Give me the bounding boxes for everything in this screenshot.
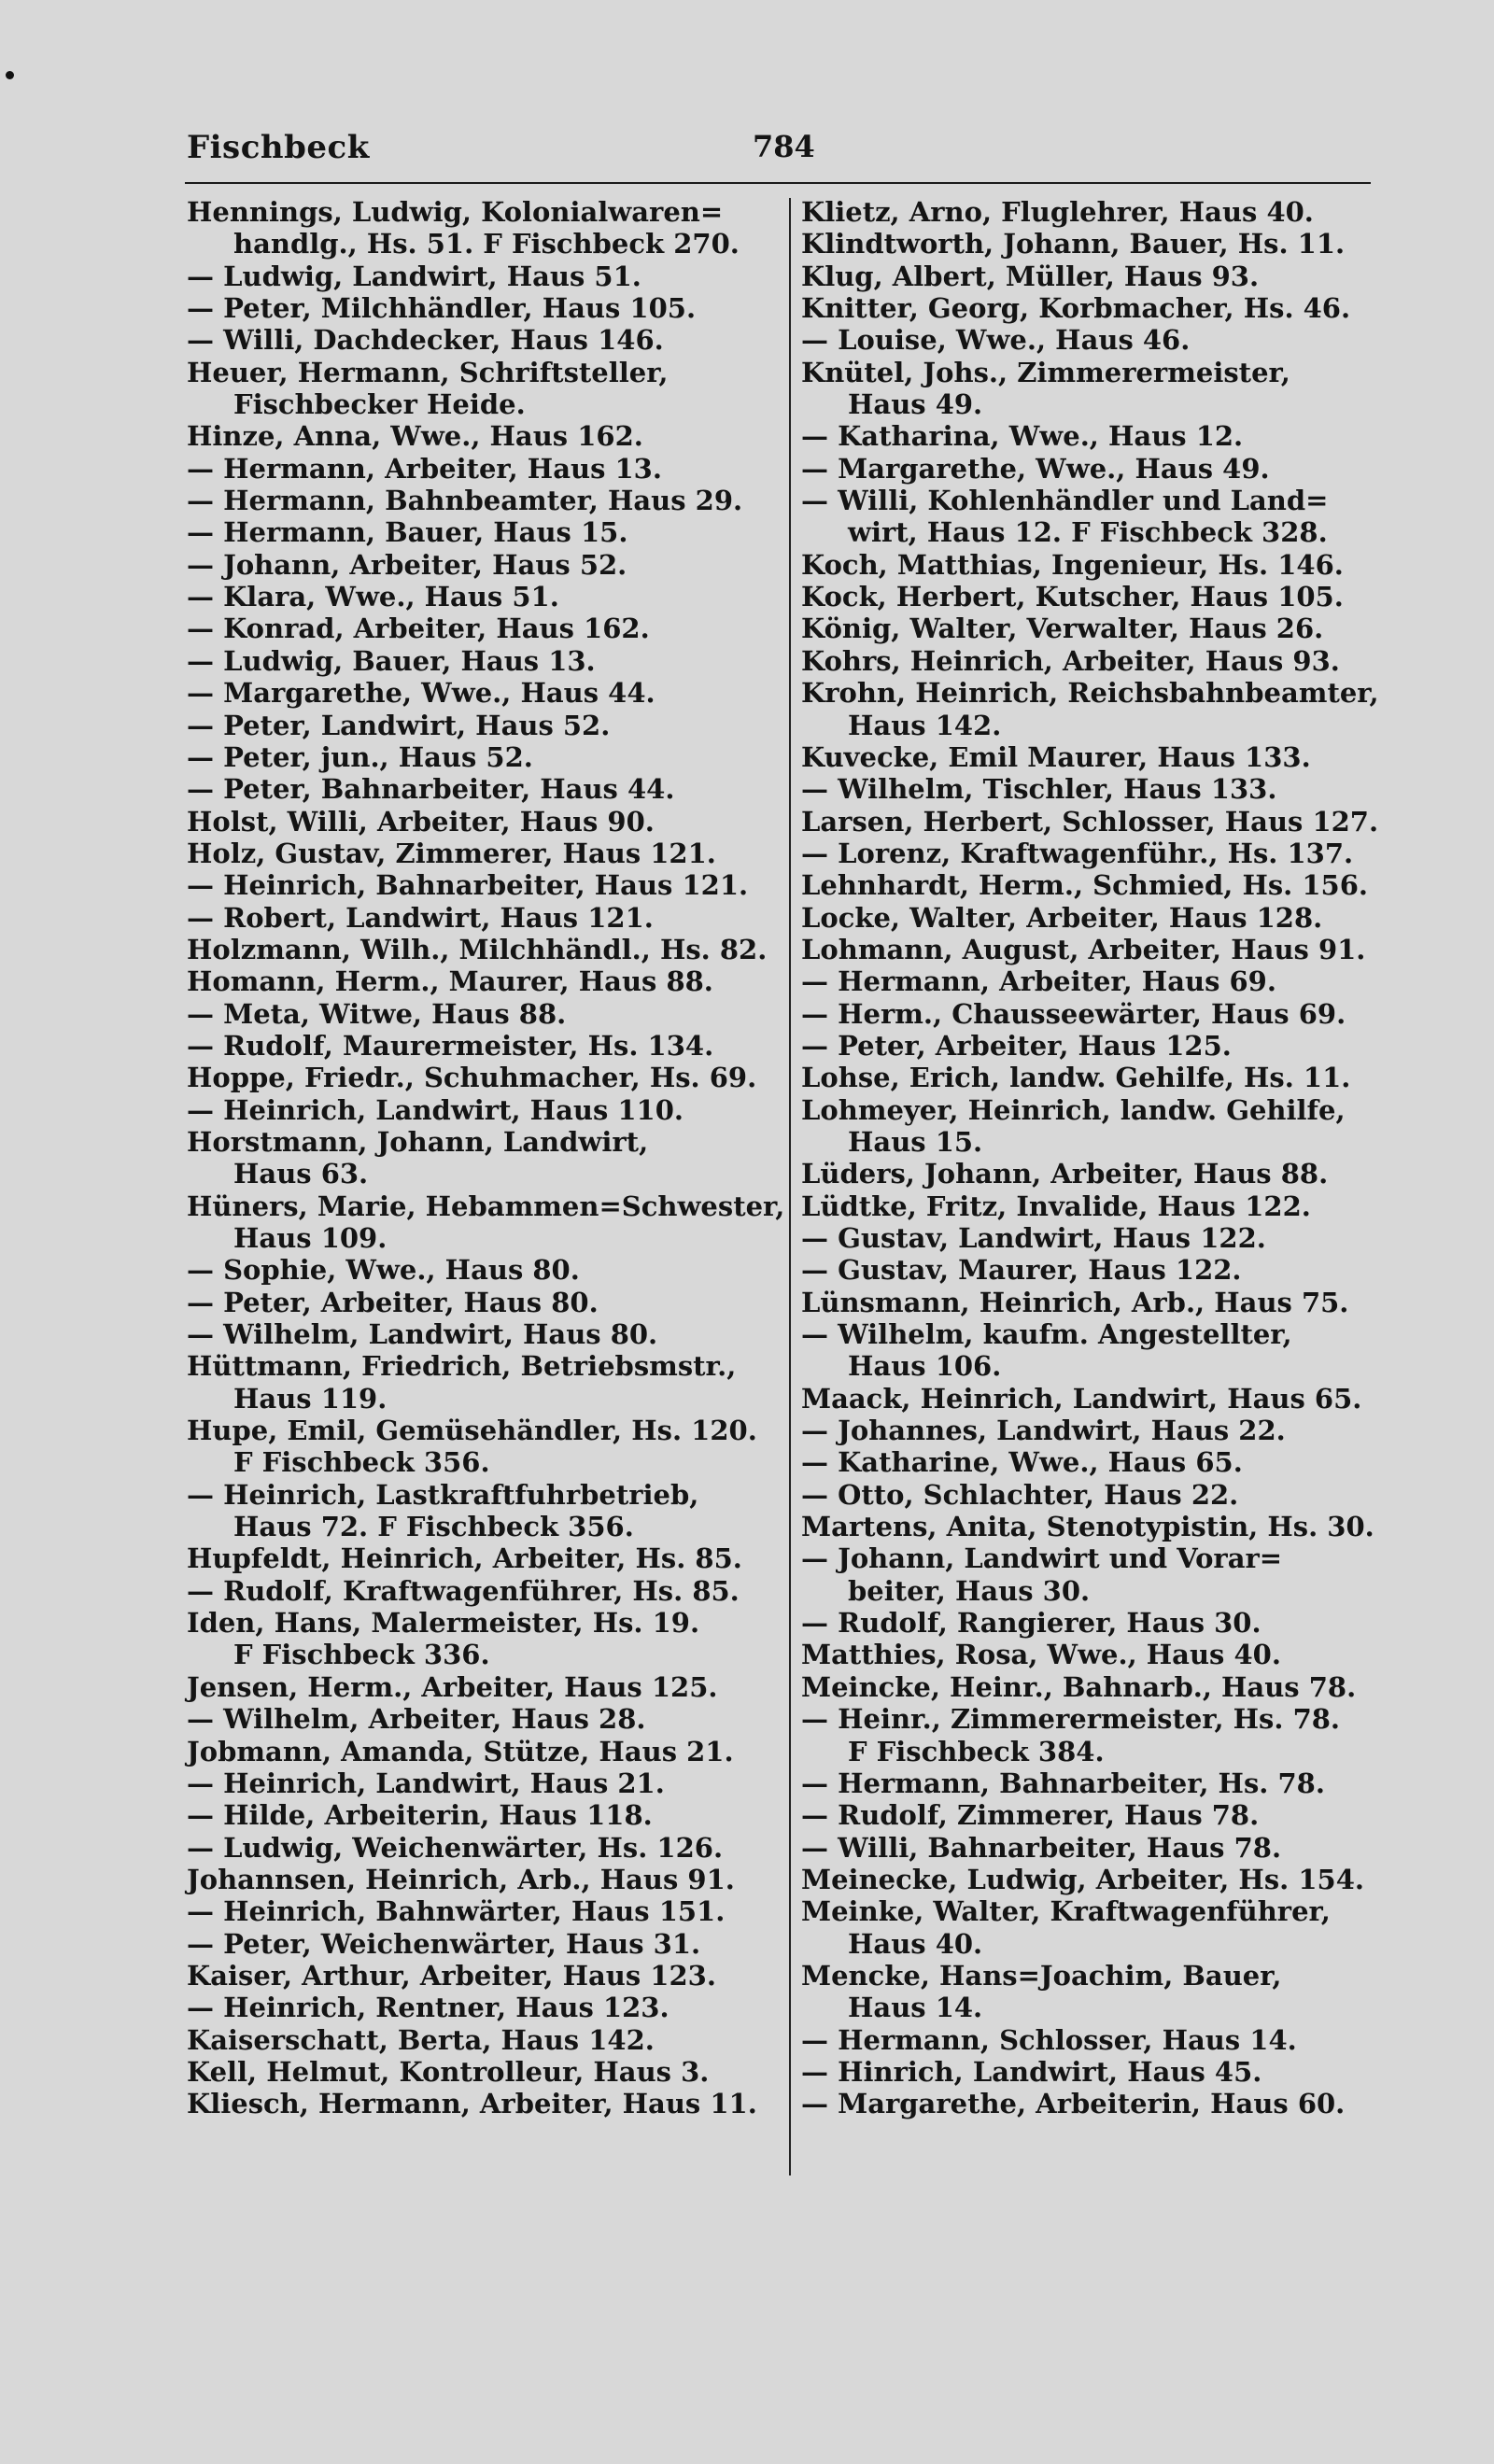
directory-entry-line: F Fischbeck 356. — [233, 1446, 490, 1479]
directory-entry-line: — Hermann, Schlosser, Haus 14. — [801, 2023, 1297, 2056]
directory-entry-line: — Katharine, Wwe., Haus 65. — [801, 1446, 1243, 1479]
directory-entry-line: Hupfeldt, Heinrich, Arbeiter, Hs. 85. — [187, 1542, 742, 1575]
directory-entry-line: — Wilhelm, Arbeiter, Haus 28. — [187, 1703, 646, 1736]
directory-entry-line: Krohn, Heinrich, Reichsbahnbeamter, — [801, 677, 1379, 710]
directory-entry-line: — Hinrich, Landwirt, Haus 45. — [801, 2055, 1262, 2088]
directory-entry-line: Koch, Matthias, Ingenieur, Hs. 146. — [801, 548, 1344, 581]
directory-entry-line: — Hermann, Bauer, Haus 15. — [187, 516, 628, 549]
directory-entry-line: Kock, Herbert, Kutscher, Haus 105. — [801, 581, 1344, 613]
directory-entry-line: — Rudolf, Kraftwagenführer, Hs. 85. — [187, 1574, 740, 1607]
directory-entry-line: wirt, Haus 12. F Fischbeck 328. — [848, 516, 1328, 549]
directory-entry-line: — Robert, Landwirt, Haus 121. — [187, 901, 654, 934]
directory-entry-line: Hoppe, Friedr., Schuhmacher, Hs. 69. — [187, 1062, 757, 1094]
directory-entry-line: — Katharina, Wwe., Haus 12. — [801, 420, 1244, 453]
directory-entry-line: Hinze, Anna, Wwe., Haus 162. — [187, 420, 643, 453]
directory-entry-line: — Wilhelm, Tischler, Haus 133. — [801, 773, 1277, 806]
directory-entry-line: Haus 109. — [233, 1222, 388, 1254]
directory-entry-line: — Hilde, Arbeiterin, Haus 118. — [187, 1799, 653, 1832]
directory-entry-line: König, Walter, Verwalter, Haus 26. — [801, 612, 1324, 645]
directory-entry-line: Meinke, Walter, Kraftwagenführer, — [801, 1895, 1331, 1928]
directory-entry-line: — Heinr., Zimmerermeister, Hs. 78. — [801, 1703, 1341, 1736]
directory-entry-line: — Willi, Kohlenhändler und Land= — [801, 485, 1329, 517]
directory-entry-line: Meinecke, Ludwig, Arbeiter, Hs. 154. — [801, 1863, 1364, 1895]
directory-entry-line: Johannsen, Heinrich, Arb., Haus 91. — [187, 1863, 735, 1895]
directory-entry-line: Lüdtke, Fritz, Invalide, Haus 122. — [801, 1190, 1311, 1222]
directory-entry-line: Haus 72. F Fischbeck 356. — [233, 1511, 634, 1543]
directory-entry-line: Klindtworth, Johann, Bauer, Hs. 11. — [801, 228, 1346, 260]
directory-entry-line: Kell, Helmut, Kontrolleur, Haus 3. — [187, 2055, 710, 2088]
directory-entry-line: Haus 63. — [233, 1158, 369, 1190]
directory-entry-line: — Ludwig, Landwirt, Haus 51. — [187, 260, 641, 292]
directory-entry-line: — Heinrich, Bahnarbeiter, Haus 121. — [187, 869, 749, 902]
directory-entry-line: — Johann, Landwirt und Vorar= — [801, 1542, 1283, 1575]
scan-speck — [6, 71, 14, 79]
directory-entry-line: — Hermann, Bahnbeamter, Haus 29. — [187, 485, 743, 517]
directory-entry-line: — Peter, Arbeiter, Haus 80. — [187, 1286, 599, 1318]
directory-entry-line: Knütel, Johs., Zimmerermeister, — [801, 356, 1290, 388]
directory-entry-line: — Otto, Schlachter, Haus 22. — [801, 1478, 1239, 1511]
directory-entry-line: — Peter, Arbeiter, Haus 125. — [801, 1029, 1232, 1062]
directory-entry-line: — Ludwig, Bauer, Haus 13. — [187, 644, 596, 677]
directory-entry-line: — Peter, jun., Haus 52. — [187, 740, 533, 773]
directory-entry-line: — Heinrich, Bahnwärter, Haus 151. — [187, 1895, 726, 1928]
directory-entry-line: — Johann, Arbeiter, Haus 52. — [187, 548, 627, 581]
directory-entry-line: Lüders, Johann, Arbeiter, Haus 88. — [801, 1158, 1329, 1190]
directory-entry-line: — Margarethe, Wwe., Haus 44. — [187, 677, 655, 710]
directory-entry-line: Kohrs, Heinrich, Arbeiter, Haus 93. — [801, 644, 1340, 677]
directory-entry-line: Haus 15. — [848, 1125, 983, 1158]
directory-entry-line: — Lorenz, Kraftwagenführ., Hs. 137. — [801, 837, 1354, 869]
directory-entry-line: Matthies, Rosa, Wwe., Haus 40. — [801, 1639, 1281, 1671]
directory-entry-line: — Klara, Wwe., Haus 51. — [187, 581, 559, 613]
directory-entry-line: — Hermann, Arbeiter, Haus 13. — [187, 452, 662, 485]
directory-entry-line: Klug, Albert, Müller, Haus 93. — [801, 260, 1260, 292]
directory-entry-line: — Herm., Chausseewärter, Haus 69. — [801, 997, 1346, 1030]
directory-entry-line: — Margarethe, Wwe., Haus 49. — [801, 452, 1270, 485]
left-column — [187, 196, 785, 2120]
directory-entry-line: F Fischbeck 336. — [233, 1639, 490, 1671]
directory-entry-line: Haus 14. — [848, 1992, 983, 2024]
directory-entry-line: Haus 106. — [848, 1350, 1002, 1383]
directory-entry-line: — Willi, Bahnarbeiter, Haus 78. — [801, 1831, 1282, 1864]
directory-entry-line: Kaiserschatt, Berta, Haus 142. — [187, 2023, 655, 2056]
directory-entry-line: Lohmeyer, Heinrich, landw. Gehilfe, — [801, 1093, 1346, 1126]
directory-entry-line: Lohmann, August, Arbeiter, Haus 91. — [801, 933, 1366, 965]
directory-entry-line: — Hermann, Arbeiter, Haus 69. — [801, 965, 1276, 998]
directory-entry-line: — Willi, Dachdecker, Haus 146. — [187, 324, 664, 357]
page-header-title: Fischbeck — [187, 129, 370, 166]
directory-entry-line: Heuer, Hermann, Schriftsteller, — [187, 356, 669, 388]
directory-entry-line: Kliesch, Hermann, Arbeiter, Haus 11. — [187, 2088, 757, 2120]
directory-entry-line: Haus 40. — [848, 1927, 983, 1960]
directory-entry-line: Knitter, Georg, Korbmacher, Hs. 46. — [801, 292, 1351, 325]
right-column — [801, 196, 1380, 2120]
directory-entry-line: F Fischbeck 384. — [848, 1735, 1105, 1767]
directory-entry-line: — Peter, Milchhändler, Haus 105. — [187, 292, 697, 325]
directory-entry-line: Jobmann, Amanda, Stütze, Haus 21. — [187, 1735, 734, 1767]
directory-entry-line: Mencke, Hans=Joachim, Bauer, — [801, 1959, 1282, 1992]
directory-entry-line: Maack, Heinrich, Landwirt, Haus 65. — [801, 1382, 1362, 1415]
directory-entry-line: — Louise, Wwe., Haus 46. — [801, 324, 1191, 357]
directory-entry-line: — Ludwig, Weichenwärter, Hs. 126. — [187, 1831, 724, 1864]
directory-entry-line: beiter, Haus 30. — [848, 1574, 1091, 1607]
directory-entry-line: handlg., Hs. 51. F Fischbeck 270. — [233, 228, 740, 260]
directory-entry-line: Kuvecke, Emil Maurer, Haus 133. — [801, 740, 1311, 773]
directory-entry-line: — Wilhelm, kaufm. Angestellter, — [801, 1318, 1292, 1351]
directory-entry-line: — Rudolf, Rangierer, Haus 30. — [801, 1607, 1261, 1640]
directory-entry-line: Haus 49. — [848, 388, 983, 421]
directory-entry-line: — Hermann, Bahnarbeiter, Hs. 78. — [801, 1767, 1325, 1799]
header-rule — [185, 182, 1371, 184]
directory-entry-line: — Margarethe, Arbeiterin, Haus 60. — [801, 2088, 1346, 2120]
directory-entry-line: Martens, Anita, Stenotypistin, Hs. 30. — [801, 1511, 1374, 1543]
directory-entry-line: — Peter, Landwirt, Haus 52. — [187, 709, 611, 741]
directory-entry-line: — Gustav, Maurer, Haus 122. — [801, 1254, 1242, 1287]
directory-entry-line: Hüners, Marie, Hebammen=Schwester, — [187, 1190, 785, 1222]
directory-entry-line: Meincke, Heinr., Bahnarb., Haus 78. — [801, 1670, 1357, 1703]
directory-entry-line: Holst, Willi, Arbeiter, Haus 90. — [187, 805, 655, 838]
page-number: 784 — [753, 129, 815, 164]
directory-entry-line: Hüttmann, Friedrich, Betriebsmstr., — [187, 1350, 737, 1383]
directory-entry-line: — Johannes, Landwirt, Haus 22. — [801, 1415, 1286, 1447]
directory-entry-line: Hennings, Ludwig, Kolonialwaren= — [187, 196, 724, 228]
directory-entry-line: Hupe, Emil, Gemüsehändler, Hs. 120. — [187, 1415, 757, 1447]
directory-entry-line: — Heinrich, Landwirt, Haus 110. — [187, 1093, 684, 1126]
directory-entry-line: — Wilhelm, Landwirt, Haus 80. — [187, 1318, 658, 1351]
directory-entry-line: — Rudolf, Zimmerer, Haus 78. — [801, 1799, 1260, 1832]
directory-entry-line: Haus 119. — [233, 1382, 388, 1415]
directory-entry-line: Larsen, Herbert, Schlosser, Haus 127. — [801, 805, 1379, 838]
directory-entry-line: Fischbecker Heide. — [233, 388, 526, 421]
directory-entry-line: Jensen, Herm., Arbeiter, Haus 125. — [187, 1670, 718, 1703]
directory-entry-line: — Sophie, Wwe., Haus 80. — [187, 1254, 580, 1287]
directory-entry-line: — Gustav, Landwirt, Haus 122. — [801, 1222, 1266, 1254]
directory-entry-line: Homann, Herm., Maurer, Haus 88. — [187, 965, 713, 998]
directory-entry-line: Horstmann, Johann, Landwirt, — [187, 1125, 649, 1158]
directory-entry-line: — Heinrich, Landwirt, Haus 21. — [187, 1767, 665, 1799]
directory-entry-line: — Konrad, Arbeiter, Haus 162. — [187, 612, 650, 645]
directory-entry-line: — Peter, Weichenwärter, Haus 31. — [187, 1927, 701, 1960]
directory-entry-line: — Peter, Bahnarbeiter, Haus 44. — [187, 773, 675, 806]
directory-entry-line: — Heinrich, Rentner, Haus 123. — [187, 1992, 669, 2024]
directory-entry-line: Lünsmann, Heinrich, Arb., Haus 75. — [801, 1286, 1349, 1318]
directory-entry-line: — Meta, Witwe, Haus 88. — [187, 997, 567, 1030]
directory-entry-line: Holz, Gustav, Zimmerer, Haus 121. — [187, 837, 716, 869]
directory-entry-line: Kaiser, Arthur, Arbeiter, Haus 123. — [187, 1959, 716, 1992]
directory-entry-line: Iden, Hans, Malermeister, Hs. 19. — [187, 1607, 700, 1640]
directory-entry-line: Holzmann, Wilh., Milchhändl., Hs. 82. — [187, 933, 768, 965]
directory-entry-line: Locke, Walter, Arbeiter, Haus 128. — [801, 901, 1323, 934]
directory-entry-line: Klietz, Arno, Fluglehrer, Haus 40. — [801, 196, 1314, 228]
directory-entry-line: — Heinrich, Lastkraftfuhrbetrieb, — [187, 1478, 699, 1511]
directory-entry-line: — Rudolf, Maurermeister, Hs. 134. — [187, 1029, 714, 1062]
directory-entry-line: Haus 142. — [848, 709, 1002, 741]
directory-entry-line: Lehnhardt, Herm., Schmied, Hs. 156. — [801, 869, 1368, 902]
directory-entry-line: Lohse, Erich, landw. Gehilfe, Hs. 11. — [801, 1062, 1351, 1094]
column-divider — [789, 198, 791, 2175]
